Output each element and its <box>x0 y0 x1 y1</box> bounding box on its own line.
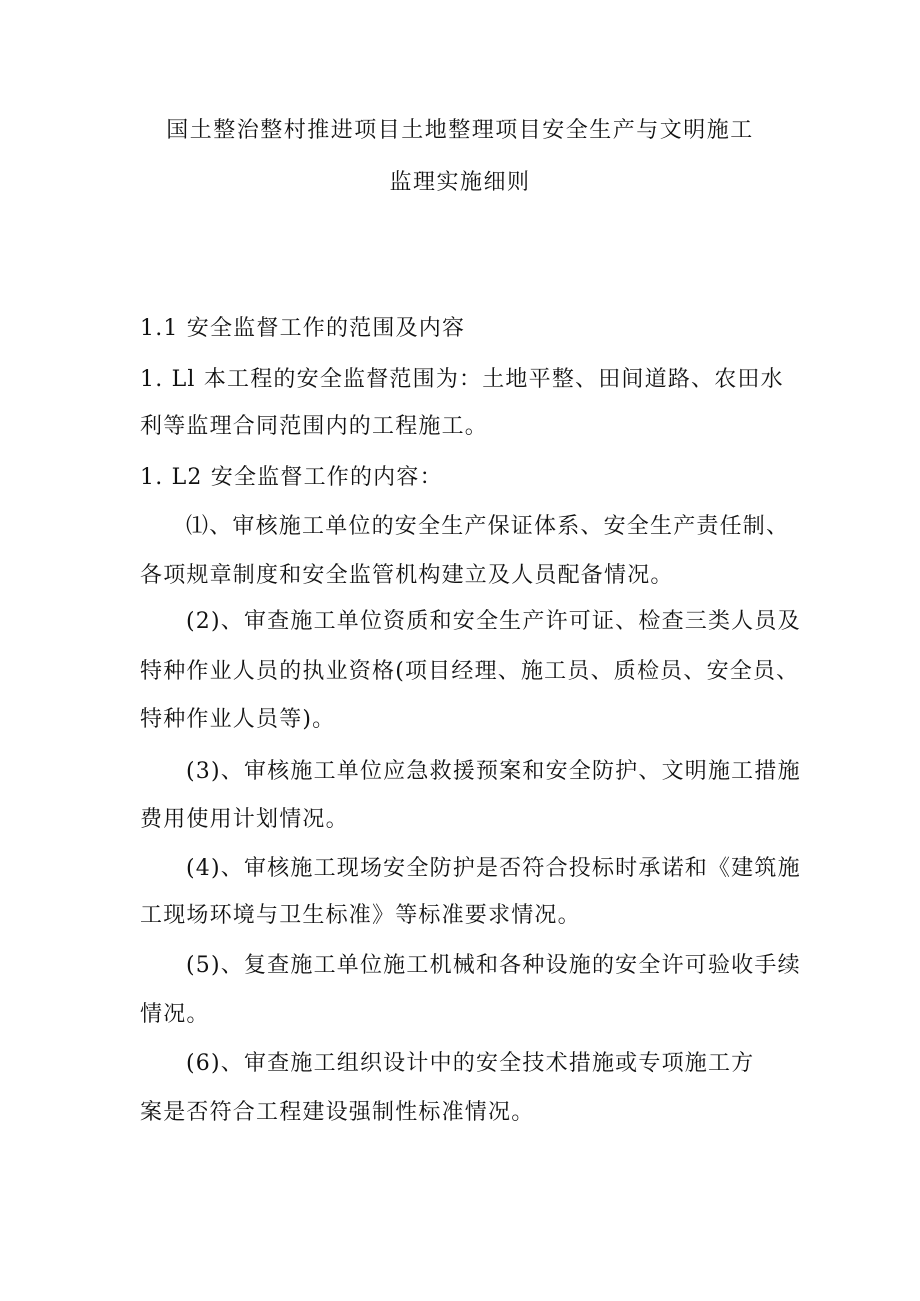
list-item-line: 情况。 <box>140 1002 210 1027</box>
list-item-line: 特种作业人员的执业资格(项目经理、施工员、质检员、安全员、 <box>140 659 800 684</box>
list-item-line: 各项规章制度和安全监管机构建立及人员配备情况。 <box>140 563 674 588</box>
list-item-line: 案是否符合工程建设强制性标准情况。 <box>140 1100 535 1125</box>
document-title-line-2: 监理实施细则 <box>389 170 531 195</box>
list-item-line: (4)、审核施工现场安全防护是否符合投标时承诺和《建筑施 <box>186 856 801 881</box>
list-item-line: 特种作业人员等)。 <box>140 707 336 732</box>
paragraph-line: 1. Ll 本工程的安全监督范围为：土地平整、田间道路、农田水 <box>140 367 784 392</box>
list-item-line: (3)、审核施工单位应急救援预案和安全防护、文明施工措施 <box>186 759 801 784</box>
section-heading: 1.1 安全监督工作的范围及内容 <box>140 316 466 341</box>
list-item-line: (5)、复查施工单位施工机械和各种设施的安全许可验收手续 <box>186 953 801 978</box>
subsection-heading: 1. L2 安全监督工作的内容： <box>140 465 443 490</box>
list-item-line: (6)、审查施工组织设计中的安全技术措施或专项施工方 <box>186 1051 755 1076</box>
list-item-line: 费用使用计划情况。 <box>140 807 349 832</box>
paragraph-line: 利等监理合同范围内的工程施工。 <box>140 414 489 439</box>
list-item-line: 工现场环境与卫生标准》等标准要求情况。 <box>140 903 581 928</box>
document-title-line-1: 国土整治整村推进项目土地整理项目安全生产与文明施工 <box>166 118 754 143</box>
list-item-line: (2)、审查施工单位资质和安全生产许可证、检查三类人员及 <box>186 609 801 634</box>
list-item-line: ⑴、审核施工单位的安全生产保证体系、安全生产责任制、 <box>186 514 790 539</box>
